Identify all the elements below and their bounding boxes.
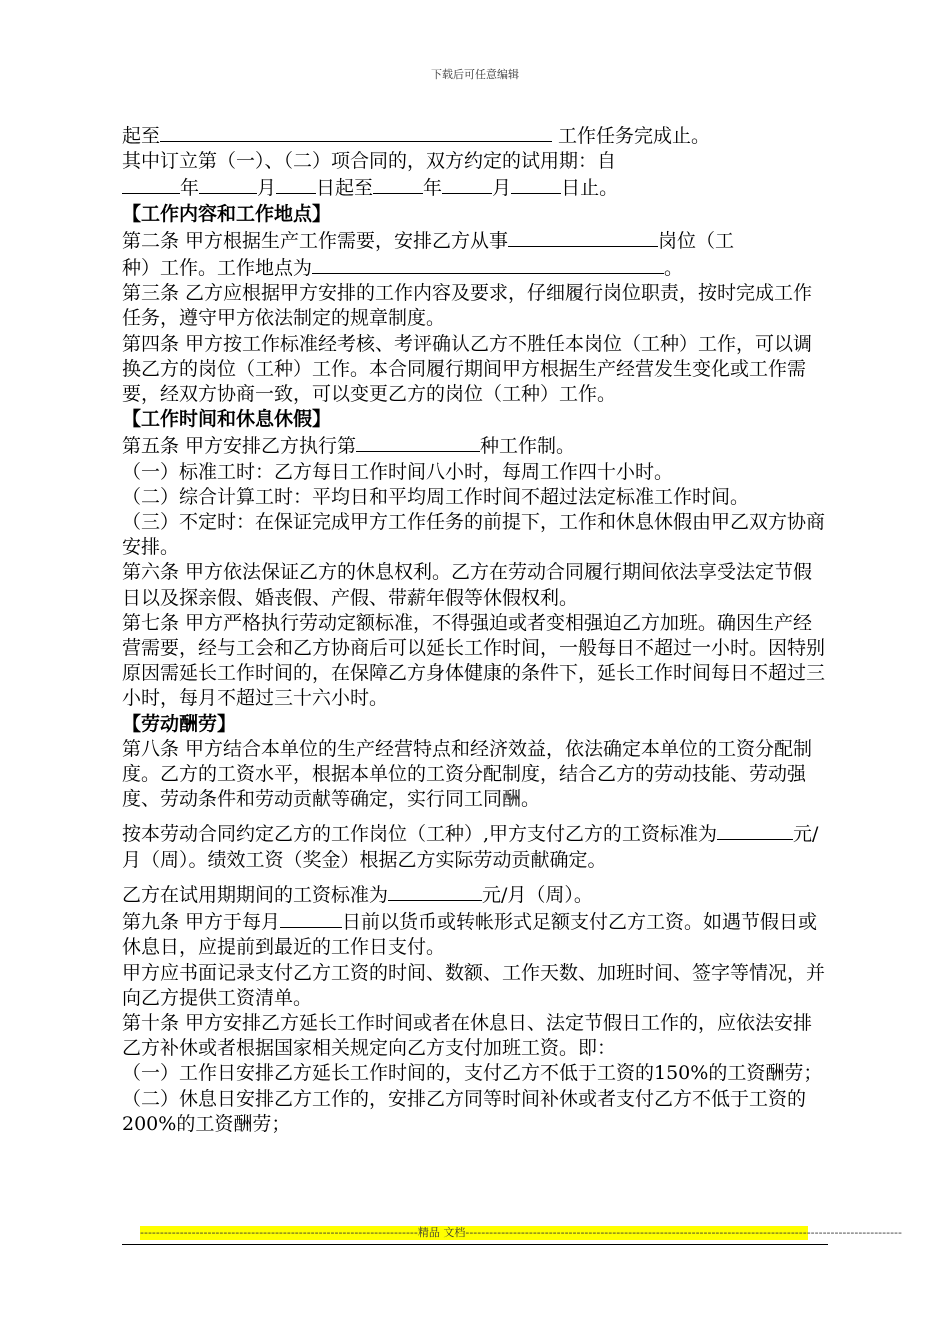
article-10-item-1: （一）工作日安排乙方延长工作时间的，支付乙方不低于工资的150%的工资酬劳； xyxy=(122,1062,823,1085)
article-10: 第十条 甲方安排乙方延长工作时间或者在休息日、法定节假日工作的，应依法安排乙方补休或者根据国家相关规定向乙方支付加班工资。即： xyxy=(122,1011,813,1060)
section-heading: 【工作内容和工作地点】 xyxy=(122,202,332,225)
article-5: 第五条 甲方安排乙方执行第 种工作制。 xyxy=(122,432,828,459)
line-probation-dates: 年 月 日起至 年 月 日止。 xyxy=(122,174,828,201)
article-5-item-1: （一）标准工时：乙方每日工作时间八小时，每周工作四十小时。 xyxy=(122,460,674,483)
article-8-probation-wage: 乙方在试用期期间的工资标准为 元/月（周）。 xyxy=(122,881,828,908)
line-period-end: 起至 工作任务完成止。 xyxy=(122,122,828,149)
article-5-item-3: （三）不定时：在保证完成甲方工作任务的前提下，工作和休息休假由甲乙双方协商安排。 xyxy=(122,511,826,559)
article-7: 第七条 甲方严格执行劳动定额标准，不得强迫或者变相强迫乙方加班。确因生产经营需要，经与工会和乙方协商后可以延长工作时间，一般每日不超过一小时。因特别原因需延长工作时间的，在保障乙方身体健康的条件下，延长工作时间每日不超过三小时，每月不超过三十六小时。 xyxy=(122,611,826,710)
page-header-note: 下载后可任意编辑 xyxy=(431,68,519,81)
article-9: 第九条 甲方于每月 日前以货币或转帐形式足额支付乙方工资。如遇节假日或休息日，应提前到最近的工作日支付。 xyxy=(122,908,828,960)
article-10-item-2: （二）休息日安排乙方工作的，安排乙方同等时间补休或者支付乙方不低于工资的200%的工资酬劳； xyxy=(122,1087,807,1135)
article-8-wage: 按本劳动合同约定乙方的工作岗位（工种）,甲方支付乙方的工资标准为 元/月（周）。绩效工资（奖金）根据乙方实际劳动贡献确定。 xyxy=(122,820,828,872)
article-4: 第四条 甲方按工作标准经考核、考评确认乙方不胜任本岗位（工种）工作，可以调换乙方的岗位（工种）工作。本合同履行期间甲方根据生产经营发生变化或工作需要，经双方协商一致，可以变更乙方的岗位（工种）工作。 xyxy=(122,332,813,406)
footer-label: 精品 文档 xyxy=(417,1226,466,1239)
article-8: 第八条 甲方结合本单位的生产经营特点和经济效益，依法确定本单位的工资分配制度。乙方的工资水平，根据本单位的工资分配制度，结合乙方的劳动技能、劳动强度、劳动条件和劳动贡献等确定，实行同工同酬。 xyxy=(122,737,813,811)
article-9-record: 甲方应书面记录支付乙方工资的时间、数额、工作天数、加班时间、签字等情况，并向乙方提供工资清单。 xyxy=(122,961,826,1009)
contract-body xyxy=(122,122,828,1137)
article-2: 第二条 甲方根据生产工作需要，安排乙方从事 岗位（工 种）工作。工作地点为 。 xyxy=(122,227,828,281)
article-3: 第三条 乙方应根据甲方安排的工作内容及要求，仔细履行岗位职责，按时完成工作任务，遵守甲方依法制定的规章制度。 xyxy=(122,282,813,330)
article-6: 第六条 甲方依法保证乙方的休息权利。乙方在劳动合同履行期间依法享受法定节假日以及探亲假、婚丧假、产假、带薪年假等休假权利。 xyxy=(122,561,813,609)
blank-field xyxy=(160,122,552,142)
line-probation: 其中订立第（一）、（二）项合同的，双方约定的试用期：自 xyxy=(122,150,617,173)
footer-banner: ----------------------------------------------------------------------精品 文档-------------------------------------------------------------------------------------------------------------- xyxy=(140,1226,902,1239)
footer-divider xyxy=(122,1244,828,1245)
section-heading: 【劳动酬劳】 xyxy=(122,712,237,735)
article-5-item-2: （二）综合计算工时：平均日和平均周工作时间不超过法定标准工作时间。 xyxy=(122,485,750,508)
section-heading: 【工作时间和休息休假】 xyxy=(122,408,332,431)
